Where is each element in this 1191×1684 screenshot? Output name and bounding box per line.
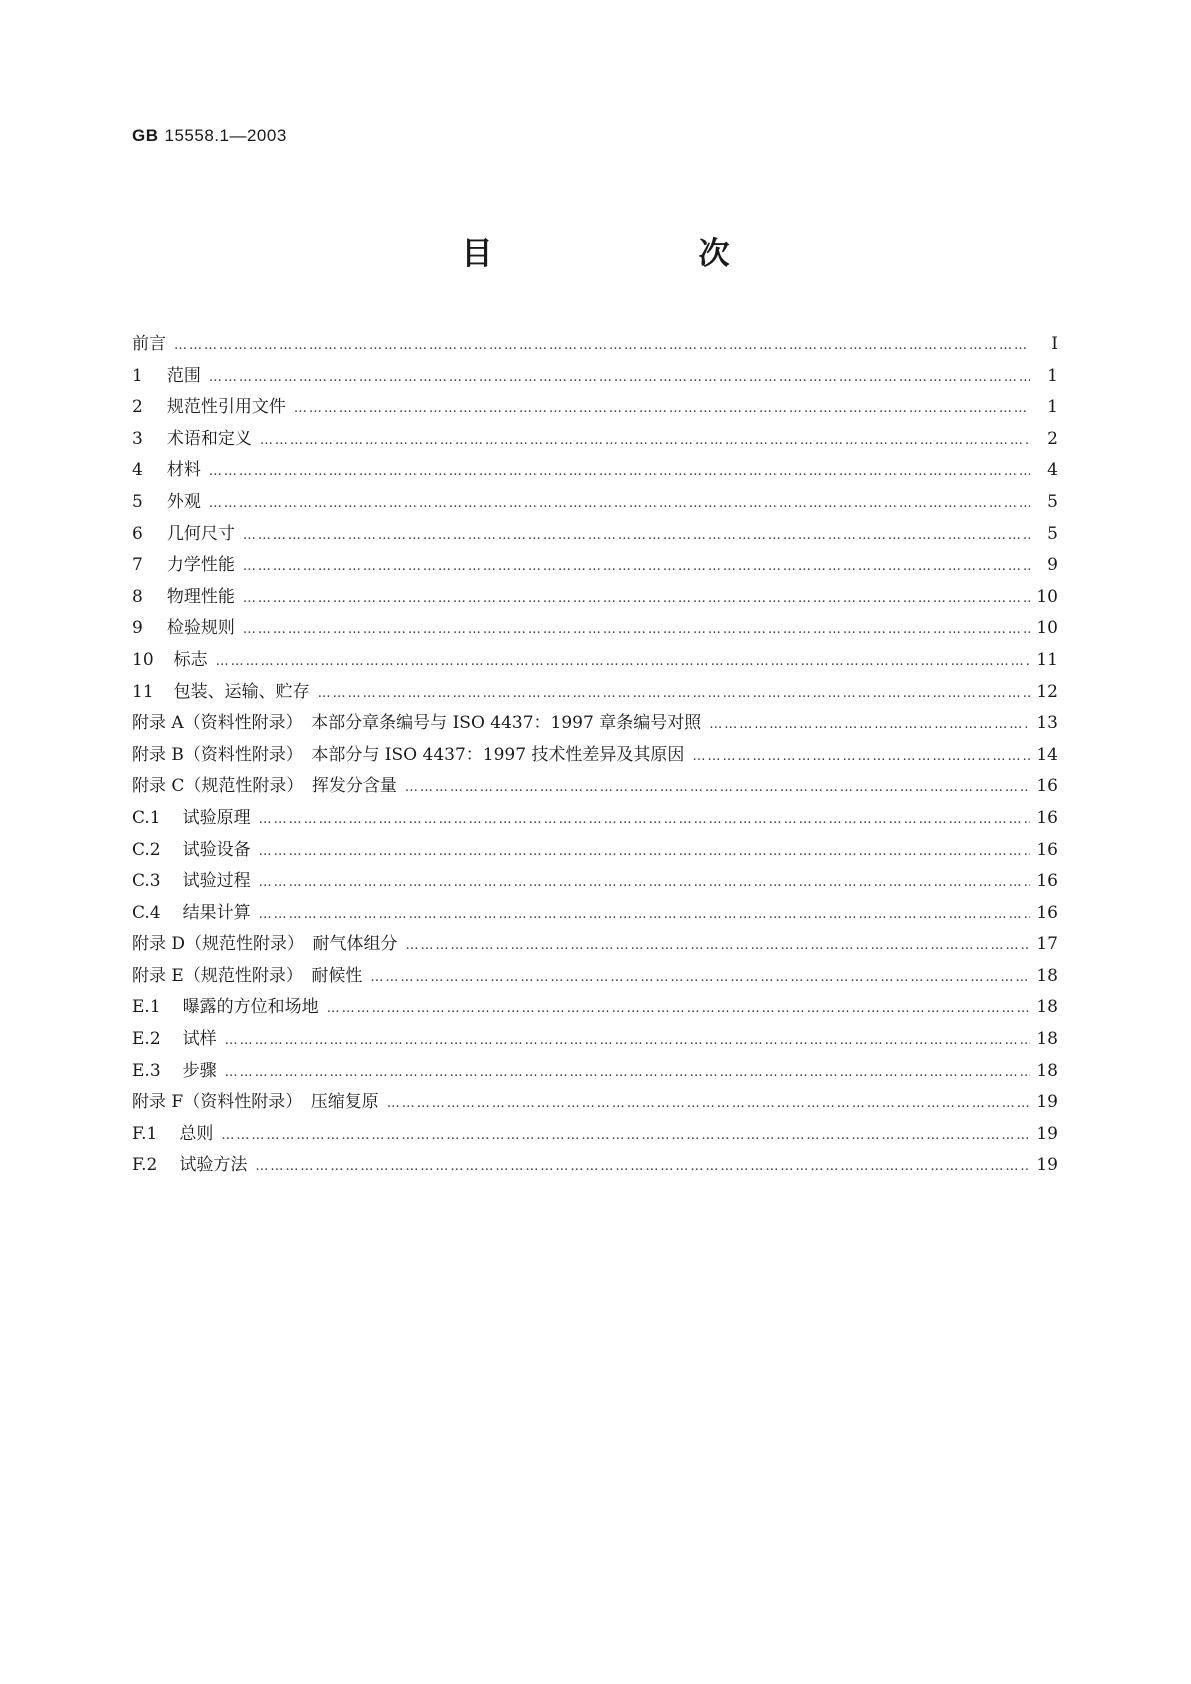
toc-entry-number: 8 — [132, 586, 143, 607]
toc-entry[interactable] — [132, 582, 1058, 614]
toc-entry-title: 试验设备 — [182, 839, 251, 860]
toc-entry[interactable] — [132, 392, 1058, 424]
toc-title: 目 次 — [461, 236, 778, 272]
dot-leader — [692, 741, 1030, 773]
dot-leader — [259, 867, 1030, 899]
toc-entry[interactable] — [132, 1119, 1058, 1151]
toc-entry-title: 总则 — [179, 1123, 214, 1144]
toc-entry[interactable] — [132, 771, 1058, 803]
toc-entry-title: 外观 — [166, 491, 201, 512]
toc-entry-title: 物理性能 — [166, 586, 235, 607]
dot-leader — [255, 1151, 1030, 1183]
toc-entry-page: 19 — [1036, 1155, 1058, 1176]
toc-entry-title: 步骤 — [182, 1060, 217, 1081]
toc-entry-number: 5 — [132, 491, 143, 512]
dot-leader — [405, 772, 1030, 804]
toc-entry-page: 19 — [1036, 1123, 1058, 1144]
toc-entry[interactable] — [132, 361, 1058, 393]
dot-leader — [387, 1088, 1030, 1120]
toc-entry-page: 5 — [1047, 491, 1058, 512]
dot-leader — [370, 962, 1030, 994]
toc-entry-title: 附录 E（规范性附录） 耐候性 — [132, 965, 363, 986]
toc-entry-page: 4 — [1047, 460, 1058, 481]
toc-entry-number: 3 — [132, 428, 143, 449]
dot-leader — [260, 425, 1030, 457]
toc-entry[interactable] — [132, 866, 1058, 898]
toc-entry[interactable] — [132, 898, 1058, 930]
dot-leader — [221, 1120, 1030, 1152]
toc-entry[interactable] — [132, 1150, 1058, 1182]
dot-leader — [259, 836, 1030, 868]
toc-entry-title: 前言 — [132, 334, 166, 354]
toc-entry-page: 12 — [1036, 681, 1058, 702]
toc-entry-title: 术语和定义 — [166, 428, 252, 449]
toc-entry-title: 曝露的方位和场地 — [182, 997, 319, 1018]
toc-entry-page: 5 — [1047, 523, 1058, 544]
toc-entry[interactable] — [132, 487, 1058, 519]
toc-entry-title: 范围 — [166, 365, 201, 386]
toc-entry-number: C.3 — [132, 871, 161, 892]
dot-leader — [259, 899, 1030, 931]
dot-leader — [259, 804, 1030, 836]
toc-entry-page: 19 — [1036, 1092, 1058, 1113]
dot-leader — [225, 1057, 1030, 1089]
toc-entry-title: 结果计算 — [182, 902, 251, 923]
toc-entry-title: 试样 — [182, 1029, 217, 1050]
toc-entry-title: 附录 C（规范性附录） 挥发分含量 — [132, 776, 397, 797]
dot-leader — [225, 1025, 1030, 1057]
toc-entry-page: I — [1051, 334, 1058, 354]
toc-entry-page: 10 — [1036, 586, 1058, 607]
toc-entry-page: 1 — [1047, 397, 1058, 418]
toc-entry-title: 检验规则 — [166, 618, 235, 639]
toc-entry-number: 2 — [132, 397, 143, 418]
toc-entry[interactable] — [132, 992, 1058, 1024]
toc-entry-number: C.4 — [132, 902, 161, 923]
toc-entry[interactable] — [132, 645, 1058, 677]
toc-entry-page: 16 — [1036, 871, 1058, 892]
toc-entry-number: F.1 — [132, 1123, 158, 1144]
toc-entry-number: 1 — [132, 365, 143, 386]
toc-entry[interactable] — [132, 613, 1058, 645]
dot-leader — [243, 520, 1030, 552]
toc-entry-title: 试验方法 — [179, 1155, 248, 1176]
toc-entry-number: 7 — [132, 555, 143, 576]
toc-entry[interactable] — [132, 1024, 1058, 1056]
standard-number: 15558.1—2003 — [164, 126, 287, 145]
toc-entry-page: 13 — [1036, 713, 1058, 734]
dot-leader — [209, 362, 1030, 394]
toc-entry-page: 10 — [1036, 618, 1058, 639]
toc-entry-title: 标志 — [173, 649, 208, 670]
toc-entry-page: 16 — [1036, 807, 1058, 828]
dot-leader — [709, 709, 1030, 741]
toc-entry[interactable] — [132, 803, 1058, 835]
toc-entry[interactable] — [132, 677, 1058, 709]
toc-entry-title: 附录 F（资料性附录） 压缩复原 — [132, 1092, 379, 1113]
dot-leader — [327, 993, 1030, 1025]
toc-entry-page: 16 — [1036, 839, 1058, 860]
dot-leader — [243, 614, 1030, 646]
toc-entry[interactable] — [132, 1087, 1058, 1119]
toc-entry[interactable] — [132, 835, 1058, 867]
toc-entry-title: 附录 D（规范性附录） 耐气体组分 — [132, 934, 398, 955]
toc-entry-title: 材料 — [166, 460, 201, 481]
dot-leader — [174, 330, 1030, 362]
toc-entry-number: 11 — [132, 681, 154, 702]
toc-entry[interactable] — [132, 455, 1058, 487]
toc-entry-page: 11 — [1036, 649, 1058, 670]
toc-entry-page: 9 — [1047, 555, 1058, 576]
toc-entry-title: 力学性能 — [166, 555, 235, 576]
dot-leader — [318, 678, 1030, 710]
toc-entry-number: E.1 — [132, 997, 161, 1018]
toc-entry-title: 几何尺寸 — [166, 523, 235, 544]
toc-entry-number: C.2 — [132, 839, 161, 860]
toc-entry[interactable] — [132, 519, 1058, 551]
table-of-contents — [132, 329, 1058, 1182]
toc-entry[interactable] — [132, 929, 1058, 961]
toc-entry-page: 14 — [1036, 744, 1058, 765]
toc-entry-number: 4 — [132, 460, 143, 481]
toc-entry-page: 1 — [1047, 365, 1058, 386]
toc-entry-number: C.1 — [132, 807, 161, 828]
toc-entry-title: 附录 A（资料性附录） 本部分章条编号与 ISO 4437：1997 章条编号对照 — [132, 713, 702, 734]
dot-leader — [209, 456, 1030, 488]
toc-entry-number: E.3 — [132, 1060, 161, 1081]
toc-entry-number: E.2 — [132, 1029, 161, 1050]
toc-entry-page: 18 — [1036, 1029, 1058, 1050]
dot-leader — [243, 551, 1030, 583]
toc-entry-title: 试验过程 — [182, 871, 251, 892]
toc-entry-page: 18 — [1036, 997, 1058, 1018]
dot-leader — [406, 930, 1030, 962]
toc-entry[interactable] — [132, 424, 1058, 456]
toc-entry-title: 试验原理 — [182, 807, 251, 828]
toc-entry-number: F.2 — [132, 1155, 158, 1176]
toc-entry-page: 18 — [1036, 1060, 1058, 1081]
toc-entry-page: 17 — [1036, 934, 1058, 955]
toc-entry-title: 包装、运输、贮存 — [173, 681, 310, 702]
toc-entry-number: 6 — [132, 523, 143, 544]
toc-entry[interactable] — [132, 329, 1058, 361]
dot-leader — [243, 583, 1030, 615]
document-code — [132, 126, 287, 146]
toc-entry[interactable] — [132, 961, 1058, 993]
toc-entry-page: 18 — [1036, 965, 1058, 986]
toc-entry[interactable] — [132, 550, 1058, 582]
toc-entry-title: 规范性引用文件 — [166, 397, 286, 418]
toc-entry-page: 2 — [1047, 428, 1058, 449]
dot-leader — [294, 393, 1030, 425]
dot-leader — [216, 646, 1030, 678]
standard-prefix: GB — [132, 126, 159, 145]
toc-entry-title: 附录 B（资料性附录） 本部分与 ISO 4437：1997 技术性差异及其原因 — [132, 744, 685, 765]
toc-entry[interactable] — [132, 708, 1058, 740]
toc-entry-page: 16 — [1036, 902, 1058, 923]
toc-entry[interactable] — [132, 1056, 1058, 1088]
toc-entry[interactable] — [132, 740, 1058, 772]
toc-entry-number: 9 — [132, 618, 143, 639]
dot-leader — [209, 488, 1030, 520]
toc-entry-page: 16 — [1036, 776, 1058, 797]
toc-entry-number: 10 — [132, 649, 154, 670]
